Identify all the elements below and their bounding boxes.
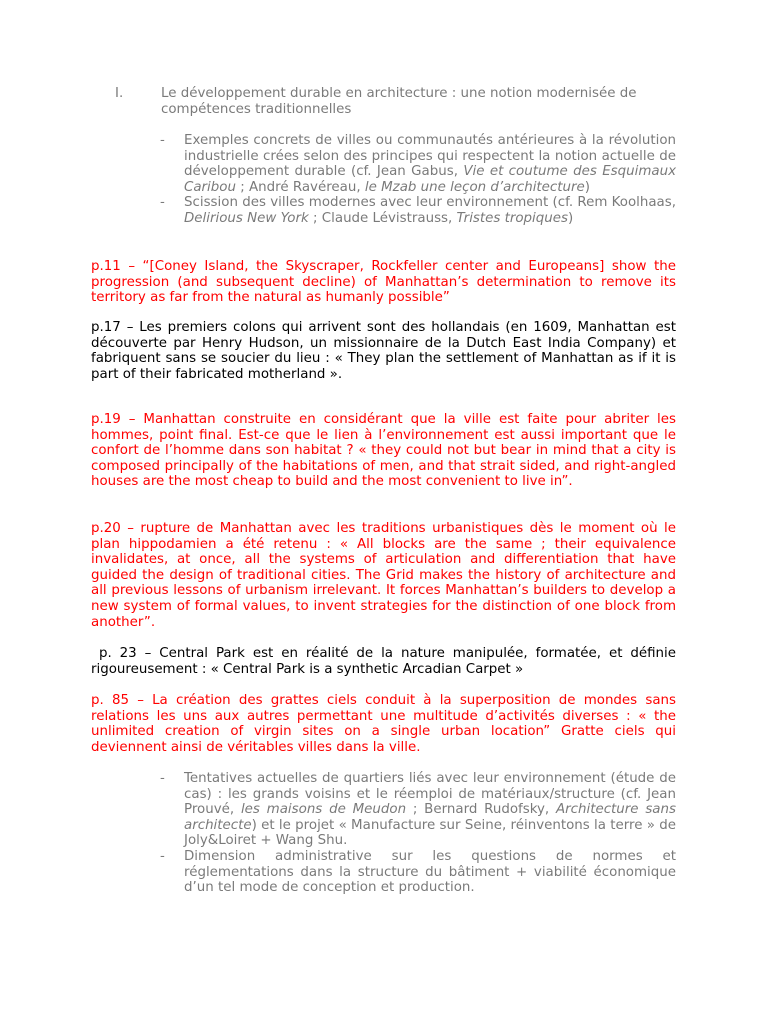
bullet-dash: - <box>160 133 165 148</box>
list-item: - Exemples concrets de villes ou communautés antérieures à la révolution industrielle crées selon des principes qui respectent la notion actuelle de développement durable (cf. Jean Gabus, Vie et coutume des Esquimaux Caribou ; André Ravéreau, le Mzab une leçon d’architecture) <box>160 133 677 195</box>
bullet-dash: - <box>160 848 165 864</box>
paragraph-p17: p.17 – Les premiers colons qui arrivent sont des hollandais (en 1609, Manhattan est découverte par Henry Hudson, un missionnaire de la Dutch East India Company) et fabriquent sans se soucier du lieu : « They plan the settlement of Manhattan as if it is part of their fabricated motherland ». <box>91 320 676 382</box>
list-item: - Scission des villes modernes avec leur environnement (cf. Rem Koolhaas, Delirious New York ; Claude Lévistrauss, Tristes tropiques) <box>160 195 676 226</box>
heading-text: Le développement durable en architecture : une notion modernisée de compétences traditionnelles <box>161 86 637 117</box>
list-item: - Dimension administrative sur les questions de normes et réglementations dans la structure du bâtiment + viabilité économique d’un tel mode de conception et production. <box>160 848 676 896</box>
bullet-list-1 <box>160 133 676 227</box>
bullet-list-2 <box>160 771 676 896</box>
list-item: - Tentatives actuelles de quartiers liés avec leur environnement (étude de cas) : les grands voisins et le réemploi de matériaux/structure (cf. Jean Prouvé, les maisons de Meudon ; Bernard Rudofsky, Architecture sans architecte) et le projet « Manufacture sur Seine, réinventons la terre » de Joly&Loiret + Wang Shu. <box>160 771 676 849</box>
paragraph-p85: p. 85 – La création des grattes ciels conduit à la superposition de mondes sans relations les uns aux autres permettant une multitude d’activités diverses : « the unlimited creation of virgin sites on a single urban location” Gratte ciels qui deviennent ainsi de véritables villes dans la ville. <box>91 693 676 755</box>
bullet-dash: - <box>160 771 165 786</box>
paragraph-p20: p.20 – rupture de Manhattan avec les traditions urbanistiques dès le moment où le plan hippodamien a été retenu : « All blocks are the same ; their equivalence invalidates, at once, all the systems of articulation and differentiation that have guided the design of traditional cities. The Grid makes the history of architecture and all previous lessons of urbanism irrelevant. It forces Manhattan’s builders to develop a new system of formal values, to invent strategies for the distinction of one block from another”. <box>91 521 676 630</box>
paragraph-p19: p.19 – Manhattan construite en considérant que la ville est faite pour abriter les hommes, point final. Est-ce que le lien à l’environnement est aussi important que le confort de l’homme dans son habitat ? « they could not but bear in mind that a city is composed principally of the habitations of men, and that strait sided, and right-angled houses are the most cheap to build and the most convenient to live in”. <box>91 412 676 490</box>
heading-number: I. <box>115 86 124 101</box>
section-heading <box>115 86 676 117</box>
paragraph-p11: p.11 – “[Coney Island, the Skyscraper, Rockfeller center and Europeans] show the progression (and subsequent decline) of Manhattan’s determination to remove its territory as far from the natural as humanly possible” <box>91 259 676 306</box>
bullet-dash: - <box>160 195 165 211</box>
paragraph-p23: p. 23 – Central Park est en réalité de la nature manipulée, formatée, et définie rigoureusement : « Central Park is a synthetic Arcadian Carpet » <box>91 646 681 677</box>
